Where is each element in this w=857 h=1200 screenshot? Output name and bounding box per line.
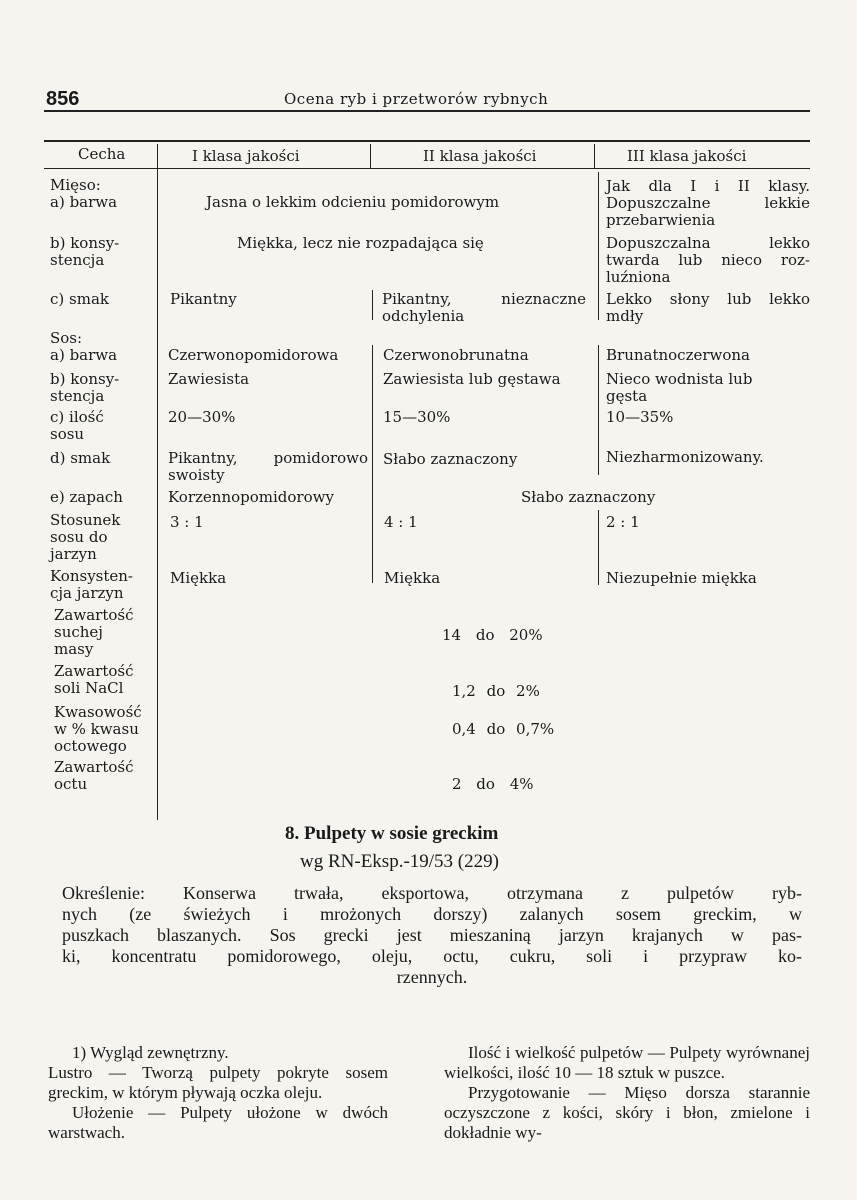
row-sos-konsystencja-label: b) konsy- stencja	[50, 370, 120, 405]
row-zapach-class-1: Korzennopomidorowy	[168, 488, 334, 506]
row-konsystencja-label: b) konsy- stencja	[50, 234, 120, 269]
row-smak-label: c) smak	[50, 290, 109, 308]
row-barwa-label: a) barwa	[50, 193, 118, 211]
row-kwasowosc-label: Kwasowość w % kwasu octowego	[54, 703, 142, 755]
row-ocet-label: Zawartość octu	[54, 758, 134, 793]
ulozenie-paragraph: Ułożenie — Pulpety ułożone w dwóch warstwach.	[48, 1103, 388, 1142]
row-sos-konsystencja-class-3: Nieco wodnista lub gęsta	[606, 370, 753, 405]
table-header-rule	[44, 168, 810, 169]
row-zapach-label: e) zapach	[50, 488, 123, 506]
row-ilosc-class-3: 10—35%	[606, 408, 674, 426]
ilosc-paragraph: Ilość i wielkość pulpetów — Pulpety wyrównanej wielkości, ilość 10 — 18 sztuk w puszce.	[444, 1043, 810, 1082]
row-ocet-value: 2 do 4%	[452, 775, 534, 793]
row-sos-barwa-class-3: Brunatnoczerwona	[606, 346, 751, 364]
section-title: 8. Pulpety w sosie greckim	[285, 823, 499, 844]
row-sol-value: 1,2 do 2%	[452, 682, 540, 700]
row-sos-smak-class-1: Pikantny, pomidorowo swoisty	[168, 449, 368, 484]
row-ilosc-class-1: 20—30%	[168, 408, 236, 426]
row-smak-class-2: Pikantny, nieznaczne odchylenia	[382, 290, 586, 325]
row-barwa-class-1-2: Jasna o lekkim odcieniu pomidorowym	[206, 193, 500, 211]
row-smak-class-3: Lekko słony lub lekko mdły	[606, 290, 810, 325]
row-konsystencja-class-1-2: Miękka, lecz nie rozpadająca się	[237, 234, 484, 252]
row-kons-jarzyn-class-2: Miękka	[384, 569, 441, 587]
row-sos-smak-class-2: Słabo zaznaczony	[383, 450, 518, 468]
lustro-paragraph: Lustro — Tworzą pulpety pokryte sosem greckim, w którym pływają oczka oleju.	[48, 1063, 388, 1102]
row-kwasowosc-value: 0,4 do 0,7%	[452, 720, 555, 738]
table-top-rule	[44, 140, 810, 142]
definition-paragraph: Określenie: Konserwa trwała, eksportowa, otrzymana z pulpetów ryb- nych (ze świeżych i mrożonych dorszy) zalanych sosem greckim, w puszkach blaszanych. Sos grecki jest mieszaniną jarzyn krajanych w pas- ki, koncentratu pomidorowego, oleju, octu, cukru, soli i przypraw ko- rzennych.	[62, 883, 802, 987]
row-sos-konsystencja-class-1: Zawiesista	[168, 370, 250, 388]
row-sucha-masa-label: Zawartość suchej masy	[54, 606, 134, 658]
row-sucha-masa-value: 14 do 20%	[442, 626, 543, 644]
row-stosunek-class-3: 2 : 1	[606, 513, 640, 531]
row-group-sos: Sos:	[50, 329, 83, 347]
col-divider-1	[157, 144, 158, 820]
row-sos-barwa-label: a) barwa	[50, 346, 118, 364]
left-column	[48, 1043, 388, 1143]
row-kons-jarzyn-class-1: Miękka	[170, 569, 227, 587]
header-rule	[44, 110, 810, 112]
col-divider-3-sos	[598, 345, 599, 475]
row-ilosc-label: c) ilość sosu	[50, 408, 104, 443]
row-konsystencja-class-3: Dopuszczalna lekko twarda lub nieco roz- luźniona	[606, 234, 810, 286]
header-class-1: I klasa jakości	[192, 147, 300, 165]
row-ilosc-class-2: 15—30%	[383, 408, 451, 426]
col-divider-2-smak	[372, 290, 373, 320]
row-stosunek-label: Stosunek sosu do jarzyn	[50, 511, 121, 563]
row-sos-barwa-class-1: Czerwonopomidorowa	[168, 346, 339, 364]
row-sol-label: Zawartość soli NaCl	[54, 662, 134, 697]
row-sos-smak-label: d) smak	[50, 449, 111, 467]
header-class-2: II klasa jakości	[423, 147, 537, 165]
row-stosunek-class-2: 4 : 1	[384, 513, 418, 531]
row-stosunek-class-1: 3 : 1	[170, 513, 204, 531]
col-divider-3-top	[598, 172, 599, 320]
col-divider-3-lower	[598, 510, 599, 585]
row-smak-class-1: Pikantny	[170, 290, 237, 308]
page-number: 856	[46, 88, 80, 110]
row-sos-smak-class-3: Niezharmonizowany.	[606, 448, 764, 466]
row-sos-barwa-class-2: Czerwonobrunatna	[383, 346, 529, 364]
col-divider-2-head	[370, 144, 371, 168]
header-class-3: III klasa jakości	[627, 147, 747, 165]
przygotowanie-paragraph: Przygotowanie — Mięso dorsza starannie oczyszczone z kości, skóry i błon, zmielone i dokładnie wy-	[444, 1083, 810, 1142]
row-barwa-class-3: Jak dla I i II klasy. Dopuszczalne lekkie przebarwienia	[606, 177, 810, 229]
col-divider-3-head	[594, 144, 595, 168]
row-kons-jarzyn-label: Konsysten- cja jarzyn	[50, 567, 133, 602]
appearance-heading: 1) Wygląd zewnętrzny.	[72, 1043, 229, 1062]
right-column	[444, 1043, 810, 1143]
section-subtitle: wg RN-Eksp.-19/53 (229)	[300, 851, 499, 872]
row-kons-jarzyn-class-3: Niezupełnie miękka	[606, 569, 757, 587]
running-title: Ocena ryb i przetworów rybnych	[284, 90, 549, 108]
row-zapach-class-2-3: Słabo zaznaczony	[521, 488, 656, 506]
row-sos-konsystencja-class-2: Zawiesista lub gęstawa	[383, 370, 561, 388]
row-group-mieso: Mięso:	[50, 176, 101, 194]
header-cecha: Cecha	[78, 145, 126, 163]
col-divider-2-sos	[372, 345, 373, 583]
